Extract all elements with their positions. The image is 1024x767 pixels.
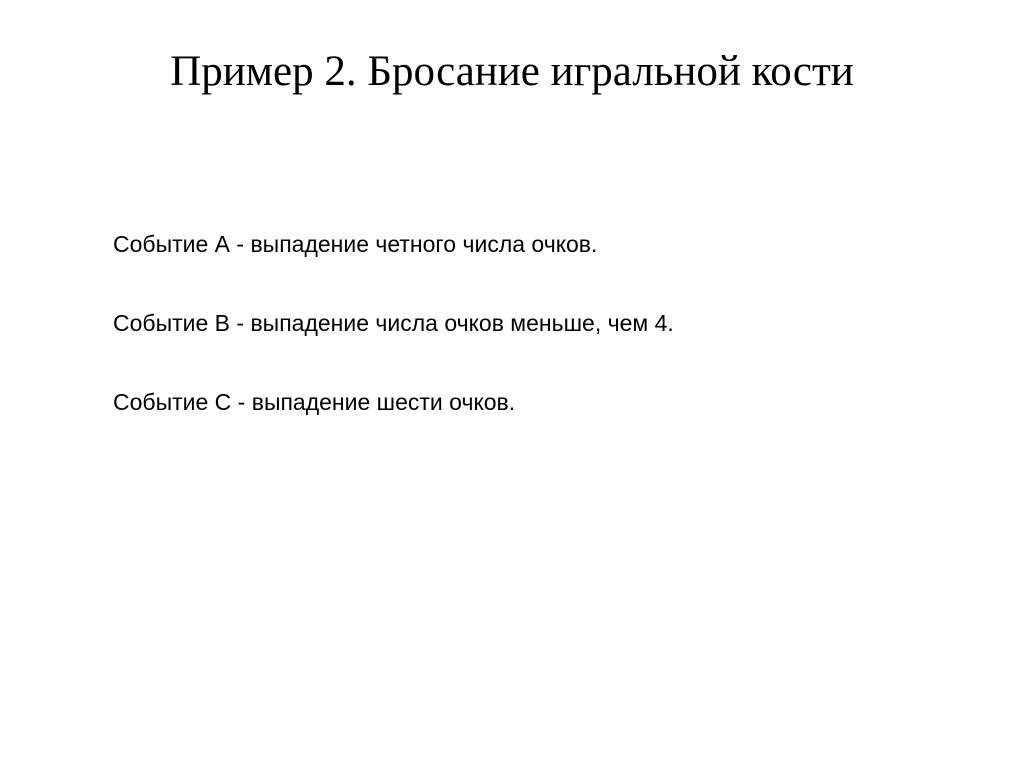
event-b-text: Событие В - выпадение числа очков меньше, чем 4. (113, 310, 674, 336)
event-c-text: Событие С - выпадение шести очков. (113, 389, 516, 415)
event-a-text: Событие А - выпадение четного числа очков. (113, 231, 598, 257)
event-list (113, 226, 674, 463)
slide-title: Пример 2. Бросание игральной кости (170, 48, 854, 95)
